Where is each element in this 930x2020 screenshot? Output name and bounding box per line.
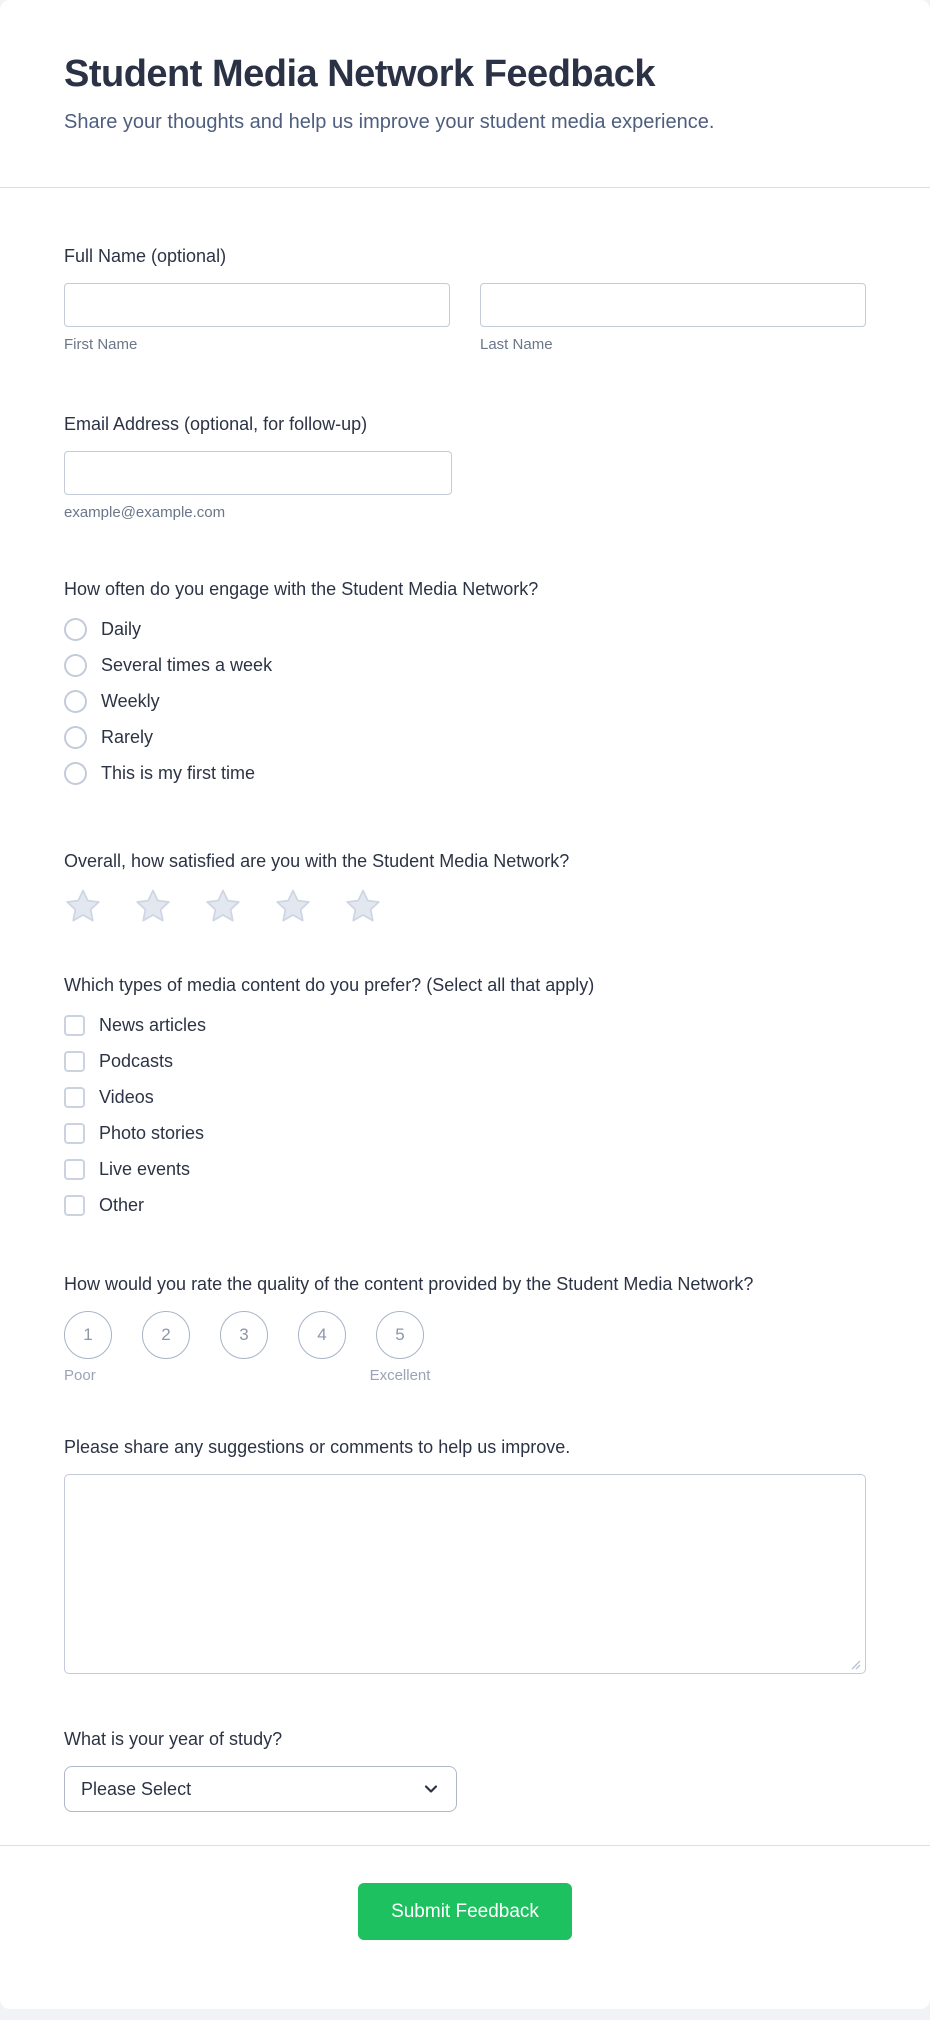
checkbox-option-label: Videos	[99, 1087, 154, 1107]
suggestions-textarea[interactable]	[64, 1474, 866, 1674]
checkbox-option[interactable]	[64, 1191, 866, 1220]
email-sublabel: example@example.com	[64, 504, 226, 521]
content-type-checkbox-group	[64, 973, 866, 1220]
radio-button-icon[interactable]	[64, 690, 87, 713]
checkbox-option-label: News articles	[99, 1015, 207, 1035]
scale-end-labels	[64, 1367, 454, 1387]
radio-button-icon[interactable]	[64, 618, 87, 641]
checkbox-option-label: Photo stories	[99, 1123, 205, 1143]
last-name-column	[480, 283, 866, 354]
radio-option[interactable]	[64, 759, 866, 788]
checkbox-icon[interactable]	[64, 1051, 85, 1072]
checkbox-icon[interactable]	[64, 1087, 85, 1108]
first-name-column	[64, 283, 450, 354]
star-icon[interactable]	[274, 887, 312, 925]
radio-option[interactable]	[64, 723, 866, 752]
quality-label: How would you rate the quality of the content provided by the Student Media Network?	[64, 1274, 754, 1294]
star-icon[interactable]	[344, 887, 382, 925]
form-footer	[0, 1846, 930, 1981]
radio-option-label: This is my first time	[101, 763, 256, 783]
radio-option[interactable]	[64, 687, 866, 716]
full-name-label: Full Name (optional)	[64, 246, 227, 266]
submit-button[interactable]: Submit Feedback	[358, 1883, 572, 1940]
scale-option-button[interactable]: 4	[298, 1311, 346, 1359]
suggestions-field	[64, 1435, 866, 1679]
radio-option-label: Weekly	[101, 691, 160, 711]
checkbox-icon[interactable]	[64, 1159, 85, 1180]
star-icon[interactable]	[134, 887, 172, 925]
star-icon[interactable]	[64, 887, 102, 925]
engagement-options	[64, 615, 866, 788]
checkbox-option-label: Live events	[99, 1159, 191, 1179]
year-of-study-label: What is your year of study?	[64, 1729, 283, 1749]
engagement-radio-group	[64, 577, 866, 788]
checkbox-option-label: Podcasts	[99, 1051, 174, 1071]
form-title: Student Media Network Feedback	[64, 53, 656, 95]
scale-option-button[interactable]: 2	[142, 1311, 190, 1359]
radio-button-icon[interactable]	[64, 726, 87, 749]
year-of-study-field	[64, 1727, 866, 1812]
checkbox-option[interactable]	[64, 1155, 866, 1184]
scale-option-button[interactable]: 3	[220, 1311, 268, 1359]
scale-option-button[interactable]: 5	[376, 1311, 424, 1359]
checkbox-option-label: Other	[99, 1195, 145, 1215]
checkbox-option[interactable]	[64, 1047, 866, 1076]
select-value: Please Select	[81, 1778, 192, 1799]
email-input[interactable]	[64, 451, 452, 495]
checkbox-option[interactable]	[64, 1119, 866, 1148]
scale-from-label: Poor	[64, 1367, 96, 1384]
star-icon[interactable]	[204, 887, 242, 925]
checkbox-icon[interactable]	[64, 1015, 85, 1036]
email-label: Email Address (optional, for follow-up)	[64, 414, 368, 434]
checkbox-icon[interactable]	[64, 1123, 85, 1144]
full-name-field	[64, 244, 866, 354]
content-type-options	[64, 1011, 866, 1220]
year-of-study-select[interactable]	[64, 1766, 457, 1812]
form-body	[0, 244, 930, 1812]
first-name-input[interactable]	[64, 283, 450, 327]
chevron-down-icon	[422, 1780, 440, 1798]
checkbox-option[interactable]	[64, 1083, 866, 1112]
quality-scale-field	[64, 1272, 866, 1387]
radio-option-label: Daily	[101, 619, 142, 639]
checkbox-option[interactable]	[64, 1011, 866, 1040]
quality-scale-row	[64, 1311, 866, 1359]
engagement-label: How often do you engage with the Student Media Network?	[64, 579, 539, 599]
radio-button-icon[interactable]	[64, 762, 87, 785]
header-divider	[0, 187, 930, 188]
satisfaction-label: Overall, how satisfied are you with the Student Media Network?	[64, 851, 570, 871]
scale-option-button[interactable]: 1	[64, 1311, 112, 1359]
form-header	[0, 0, 930, 187]
radio-option[interactable]	[64, 615, 866, 644]
first-name-sublabel: First Name	[64, 336, 138, 353]
satisfaction-star-rating	[64, 849, 866, 925]
radio-button-icon[interactable]	[64, 654, 87, 677]
radio-option-label: Rarely	[101, 727, 154, 747]
last-name-sublabel: Last Name	[480, 336, 553, 353]
email-field	[64, 412, 866, 522]
radio-option[interactable]	[64, 651, 866, 680]
form-subtitle: Share your thoughts and help us improve your student media experience.	[64, 111, 715, 133]
last-name-input[interactable]	[480, 283, 866, 327]
suggestions-label: Please share any suggestions or comments to help us improve.	[64, 1437, 571, 1457]
scale-to-label: Excellent	[369, 1367, 431, 1384]
star-row	[64, 887, 866, 925]
radio-option-label: Several times a week	[101, 655, 273, 675]
content-type-label: Which types of media content do you prefer? (Select all that apply)	[64, 975, 595, 995]
checkbox-icon[interactable]	[64, 1195, 85, 1216]
